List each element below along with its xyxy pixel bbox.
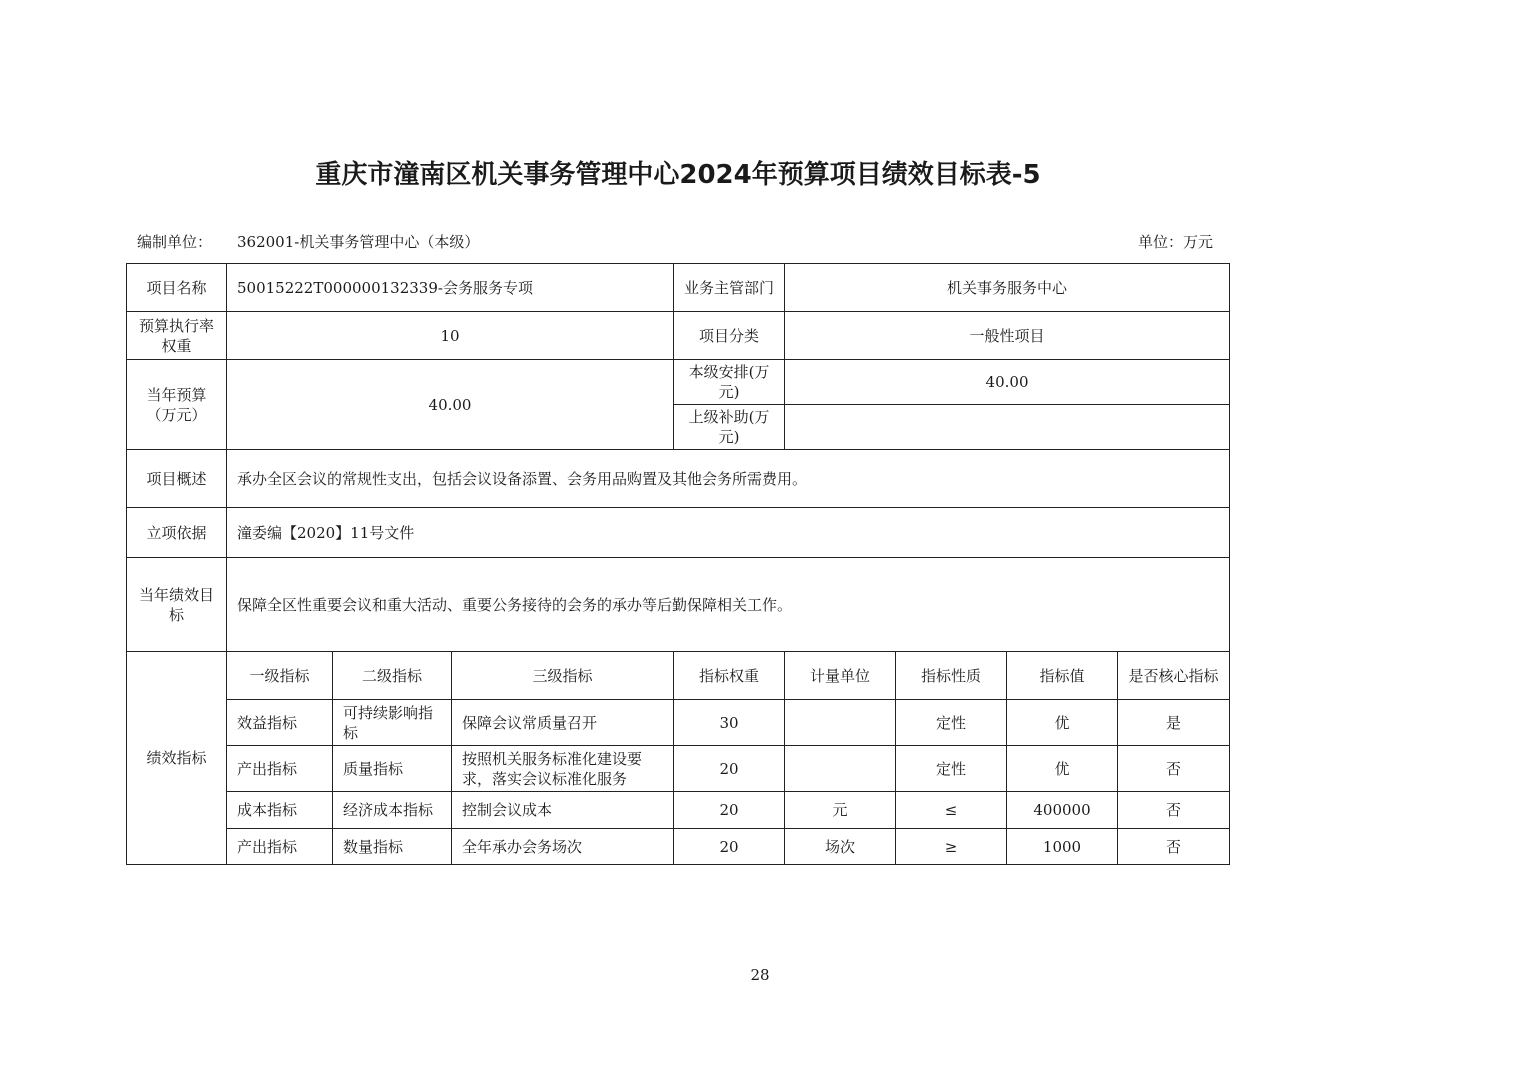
- unit-label: 编制单位：: [137, 233, 213, 251]
- indicator-weight: 30: [674, 700, 785, 746]
- basis-label: 立项依据: [127, 508, 227, 558]
- indicator-weight: 20: [674, 792, 785, 829]
- indicator-weight: 20: [674, 829, 785, 865]
- indicator-level3: 按照机关服务标准化建设要求，落实会议标准化服务: [452, 746, 674, 792]
- indicator-level1: 效益指标: [227, 700, 333, 746]
- indicator-unit: 场次: [785, 829, 896, 865]
- budget-row: [127, 360, 1230, 405]
- overview-value: 承办全区会议的常规性支出，包括会议设备添置、会务用品购置及其他会务所需费用。: [227, 450, 1230, 508]
- indicator-level3: 控制会议成本: [452, 792, 674, 829]
- header-value: 指标值: [1007, 652, 1118, 700]
- exec-weight-value: 10: [227, 312, 674, 360]
- header-level1: 一级指标: [227, 652, 333, 700]
- indicator-value: 400000: [1007, 792, 1118, 829]
- indicator-value: 优: [1007, 700, 1118, 746]
- project-name-label: 项目名称: [127, 264, 227, 312]
- dept-label: 业务主管部门: [674, 264, 785, 312]
- goal-row: [127, 558, 1230, 652]
- table-row: [127, 746, 1230, 792]
- indicator-level2: 数量指标: [333, 829, 452, 865]
- indicator-core: 否: [1118, 746, 1230, 792]
- indicator-value: 优: [1007, 746, 1118, 792]
- indicator-level2: 可持续影响指标: [333, 700, 452, 746]
- performance-indicators-label: 绩效指标: [127, 652, 227, 865]
- indicator-nature: 定性: [896, 746, 1007, 792]
- performance-target-table: [126, 263, 1230, 865]
- header-unit: 计量单位: [785, 652, 896, 700]
- budget-label: 当年预算（万元）: [127, 360, 227, 450]
- local-arrangement-label: 本级安排(万元): [674, 360, 785, 405]
- category-label: 项目分类: [674, 312, 785, 360]
- unit-value: 362001-机关事务管理中心（本级）: [237, 233, 480, 251]
- basis-value: 潼委编【2020】11号文件: [227, 508, 1230, 558]
- indicator-nature: ≤: [896, 792, 1007, 829]
- goal-label: 当年绩效目标: [127, 558, 227, 652]
- header-level3: 三级指标: [452, 652, 674, 700]
- page-title: 重庆市潼南区机关事务管理中心2024年预算项目绩效目标表-5: [315, 160, 1041, 190]
- header-level2: 二级指标: [333, 652, 452, 700]
- indicator-core: 否: [1118, 792, 1230, 829]
- indicator-weight: 20: [674, 746, 785, 792]
- indicator-level2: 经济成本指标: [333, 792, 452, 829]
- indicator-nature: ≥: [896, 829, 1007, 865]
- indicator-level3: 全年承办会务场次: [452, 829, 674, 865]
- indicator-unit: 元: [785, 792, 896, 829]
- goal-value: 保障全区性重要会议和重大活动、重要公务接待的会务的承办等后勤保障相关工作。: [227, 558, 1230, 652]
- indicator-unit: [785, 700, 896, 746]
- overview-row: [127, 450, 1230, 508]
- upper-subsidy-label: 上级补助(万元): [674, 405, 785, 450]
- local-arrangement-value: 40.00: [785, 360, 1230, 405]
- budget-value: 40.00: [227, 360, 674, 450]
- table-row: [127, 700, 1230, 746]
- indicator-unit: [785, 746, 896, 792]
- currency-unit: 单位：万元: [1138, 233, 1214, 251]
- basis-row: [127, 508, 1230, 558]
- indicator-level3: 保障会议常质量召开: [452, 700, 674, 746]
- overview-label: 项目概述: [127, 450, 227, 508]
- header-weight: 指标权重: [674, 652, 785, 700]
- dept-value: 机关事务服务中心: [785, 264, 1230, 312]
- indicator-value: 1000: [1007, 829, 1118, 865]
- table-row: [127, 792, 1230, 829]
- indicator-nature: 定性: [896, 700, 1007, 746]
- indicator-level2: 质量指标: [333, 746, 452, 792]
- header-core: 是否核心指标: [1118, 652, 1230, 700]
- exec-weight-row: [127, 312, 1230, 360]
- header-nature: 指标性质: [896, 652, 1007, 700]
- indicator-level1: 成本指标: [227, 792, 333, 829]
- exec-weight-label: 预算执行率权重: [127, 312, 227, 360]
- indicator-core: 否: [1118, 829, 1230, 865]
- indicator-level1: 产出指标: [227, 829, 333, 865]
- category-value: 一般性项目: [785, 312, 1230, 360]
- table-row: [127, 829, 1230, 865]
- page-number: 28: [750, 966, 770, 984]
- project-name-value: 50015222T000000132339-会务服务专项: [227, 264, 674, 312]
- indicator-header-row: [127, 652, 1230, 700]
- indicator-level1: 产出指标: [227, 746, 333, 792]
- indicator-core: 是: [1118, 700, 1230, 746]
- project-name-row: [127, 264, 1230, 312]
- upper-subsidy-value: [785, 405, 1230, 450]
